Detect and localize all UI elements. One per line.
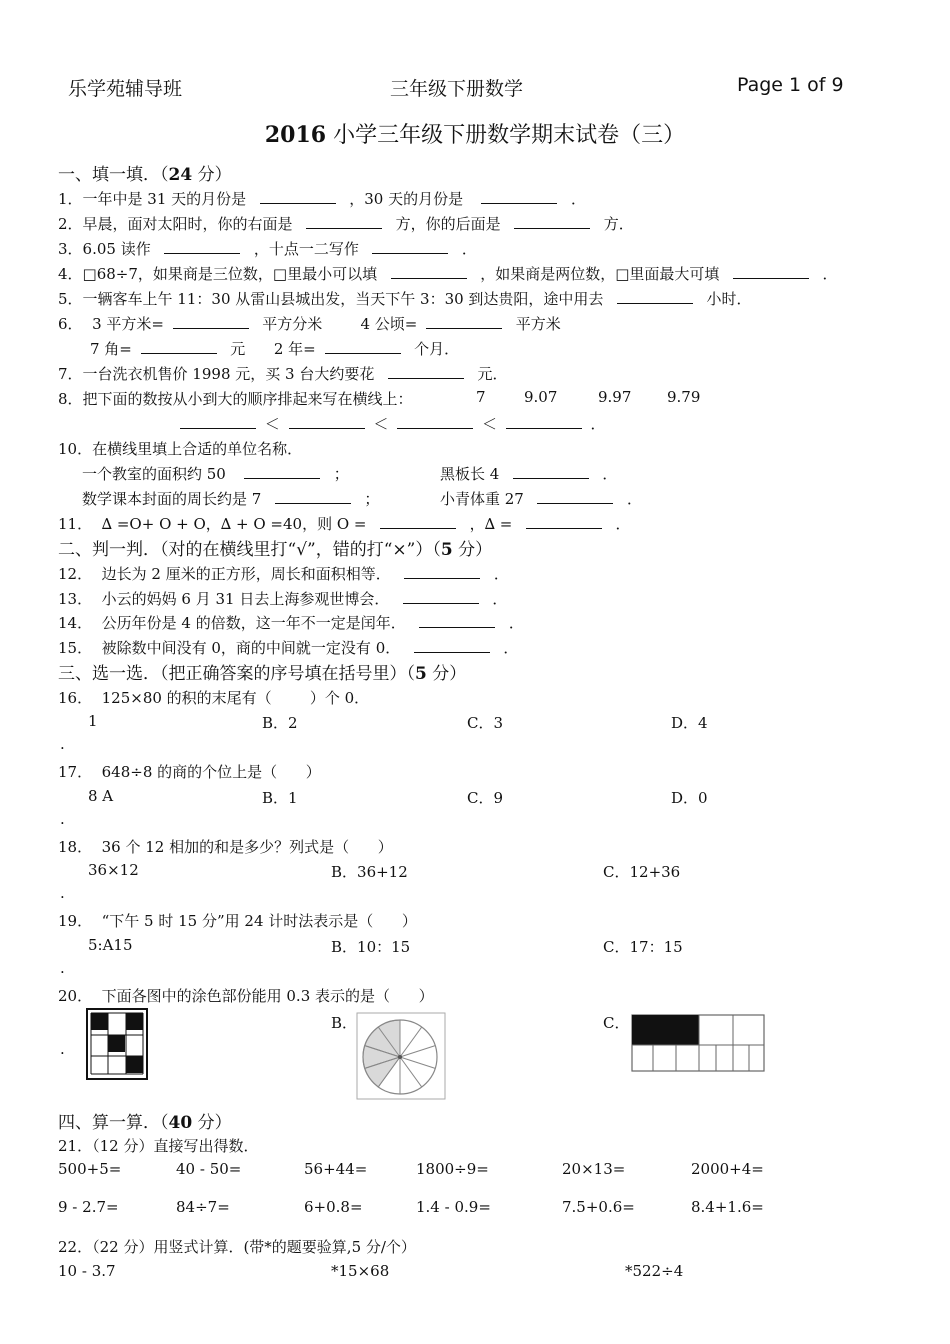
- vertical-calc-item: *15×68: [331, 1262, 390, 1280]
- answer-blank[interactable]: [380, 516, 456, 529]
- option-c[interactable]: C．: [603, 1014, 630, 1032]
- answer-blank[interactable]: [733, 266, 809, 279]
- question-6-line-2: 7 角= 元 2 年= 个月．: [90, 340, 460, 358]
- option-a[interactable]: 1: [88, 712, 98, 730]
- number-9-79: 9.79: [667, 388, 701, 406]
- question-10-line-2: 数学课本封面的周长约是 7 ；: [82, 490, 380, 508]
- number-9-97: 9.97: [598, 388, 632, 406]
- question-1: 1．一年中是 31 天的月份是 ，30 天的月份是 ．: [58, 190, 586, 208]
- question-10-blackboard: 黑板长 4 ．: [440, 465, 618, 483]
- answer-blank[interactable]: [414, 640, 490, 653]
- answer-blank[interactable]: [289, 416, 365, 429]
- option-a[interactable]: 8 A: [88, 787, 114, 805]
- question-7: 7．一台洗衣机售价 1998 元，买 3 台大约要花 元．: [58, 365, 508, 383]
- calc-item: 8.4+1.6=: [691, 1198, 764, 1216]
- header-left: 乐学苑辅导班: [68, 78, 183, 100]
- option-b[interactable]: B．36+12: [331, 863, 408, 881]
- answer-blank[interactable]: [481, 191, 557, 204]
- figure-c-rectangle[interactable]: [631, 1014, 765, 1072]
- section-4-heading: 四、算一算．（40 分）: [58, 1113, 232, 1133]
- answer-blank[interactable]: [526, 516, 602, 529]
- answer-blank[interactable]: [403, 591, 479, 604]
- question-22: 22．（22 分）用竖式计算．(带*的题要验算,5 分/个）: [58, 1238, 416, 1256]
- page-indicator: Page 1 of 9: [737, 74, 844, 96]
- option-c[interactable]: C．3: [467, 714, 504, 732]
- option-d[interactable]: D．0: [671, 789, 708, 807]
- section-1-tail: 分）: [192, 165, 232, 185]
- question-20: 20． 下面各图中的涂色部份能用 0.3 表示的是（ ）: [58, 987, 434, 1005]
- number-9-07: 9.07: [524, 388, 558, 406]
- answer-blank[interactable]: [537, 491, 613, 504]
- question-3: 3．6.05 读作 ，十点一二写作 ．: [58, 240, 477, 258]
- option-c[interactable]: C．9: [467, 789, 504, 807]
- question-5: 5．一辆客车上午 11：30 从雷山县城出发，当天下午 3：30 到达贵阳，途中用去 小时．: [58, 290, 752, 308]
- question-16: 16． 125×80 的积的末尾有（ ）个 0．: [58, 689, 370, 707]
- title-year: 2016: [264, 122, 327, 148]
- question-14: 14． 公历年份是 4 的倍数，这一年不一定是闰年． ．: [58, 614, 524, 632]
- title-text: 小学三年级下册数学期末试卷（三）: [326, 123, 686, 148]
- question-15: 15． 被除数中间没有 0，商的中间就一定没有 0． ．: [58, 639, 519, 657]
- question-2: 2．早晨，面对太阳时，你的右面是 方，你的后面是 方．: [58, 215, 634, 233]
- vertical-calc-item: *522÷4: [625, 1262, 684, 1280]
- section-1-score: 24: [168, 165, 193, 185]
- calc-item: 7.5+0.6=: [562, 1198, 635, 1216]
- number-7: 7: [476, 388, 486, 406]
- option-c[interactable]: C．12+36: [603, 863, 681, 881]
- answer-blank[interactable]: [372, 241, 448, 254]
- answer-blank[interactable]: [388, 366, 464, 379]
- answer-blank[interactable]: [404, 566, 480, 579]
- answer-blank[interactable]: [141, 341, 217, 354]
- question-8: 8．把下面的数按从小到大的顺序排起来写在横线上：: [58, 390, 413, 408]
- answer-blank[interactable]: [506, 416, 582, 429]
- dot-mark: .: [60, 1040, 65, 1058]
- calc-item: 2000+4=: [691, 1160, 764, 1178]
- question-17: 17． 648÷8 的商的个位上是（ ）: [58, 763, 321, 781]
- answer-blank[interactable]: [419, 615, 495, 628]
- question-12: 12． 边长为 2 厘米的正方形，周长和面积相等． ．: [58, 565, 509, 583]
- question-11: 11． ∆ =O+ O + O，∆ + O =40，则 O = ，∆ = ．: [58, 515, 631, 533]
- section-3-heading: 三、选一选．（把正确答案的序号填在括号里）（5 分）: [58, 664, 467, 684]
- answer-blank[interactable]: [173, 316, 249, 329]
- answer-blank[interactable]: [275, 491, 351, 504]
- answer-blank[interactable]: [426, 316, 502, 329]
- calc-item: 9 - 2.7=: [58, 1198, 119, 1216]
- option-b[interactable]: B．1: [262, 789, 298, 807]
- option-a[interactable]: 36×12: [88, 861, 139, 879]
- calc-item: 6+0.8=: [304, 1198, 363, 1216]
- calc-item: 1800÷9=: [416, 1160, 489, 1178]
- figure-a-grid[interactable]: [86, 1008, 148, 1080]
- question-21: 21．（12 分）直接写出得数．: [58, 1137, 259, 1155]
- calc-item: 1.4 - 0.9=: [416, 1198, 491, 1216]
- question-18: 18． 36 个 12 相加的和是多少？列式是（ ）: [58, 838, 393, 856]
- question-10-weight: 小青体重 27 ．: [440, 490, 642, 508]
- option-b[interactable]: B．10：15: [331, 938, 411, 956]
- question-13: 13． 小云的妈妈 6 月 31 日去上海参观世博会． ．: [58, 590, 508, 608]
- option-a[interactable]: 5:A15: [88, 936, 133, 954]
- header-center: 三年级下册数学: [390, 78, 524, 100]
- answer-blank[interactable]: [391, 266, 467, 279]
- dot-mark: .: [60, 735, 65, 753]
- section-1-heading: [58, 160, 232, 185]
- answer-blank[interactable]: [617, 291, 693, 304]
- question-4: 4．□68÷7，如果商是三位数，□里最小可以填 ，如果商是两位数，□里面最大可填 ．: [58, 265, 838, 283]
- vertical-calc-item: 10 - 3.7: [58, 1262, 116, 1280]
- option-b[interactable]: B．2: [262, 714, 298, 732]
- option-b[interactable]: B．: [331, 1014, 358, 1032]
- question-6-line-1: 6． 3 平方米= 平方分米 4 公顷= 平方米: [58, 315, 561, 333]
- question-19: 19． “下午 5 时 15 分”用 24 计时法表示是（ ）: [58, 912, 417, 930]
- calc-item: 20×13=: [562, 1160, 626, 1178]
- page-title: [0, 118, 950, 149]
- calc-item: 500+5=: [58, 1160, 122, 1178]
- calc-item: 56+44=: [304, 1160, 368, 1178]
- calc-item: 84÷7=: [176, 1198, 230, 1216]
- section-1-text: 一、填一填．（: [58, 165, 169, 185]
- dot-mark: .: [60, 959, 65, 977]
- figure-b-circle[interactable]: [356, 1012, 446, 1100]
- dot-mark: .: [60, 810, 65, 828]
- answer-blank[interactable]: [164, 241, 240, 254]
- answer-blank[interactable]: [180, 416, 256, 429]
- answer-blank[interactable]: [325, 341, 401, 354]
- question-8-blanks: ＜ ＜ ＜ ．: [176, 413, 606, 434]
- answer-blank[interactable]: [397, 416, 473, 429]
- option-d[interactable]: D．4: [671, 714, 708, 732]
- question-10-line-1: 一个教室的面积约 50 ；: [82, 465, 349, 483]
- answer-blank[interactable]: [244, 466, 320, 479]
- answer-blank[interactable]: [306, 216, 382, 229]
- answer-blank[interactable]: [513, 466, 589, 479]
- question-10: 10．在横线里填上合适的单位名称．: [58, 440, 303, 458]
- answer-blank[interactable]: [514, 216, 590, 229]
- calc-item: 40 - 50=: [176, 1160, 242, 1178]
- dot-mark: .: [60, 884, 65, 902]
- answer-blank[interactable]: [260, 191, 336, 204]
- option-c[interactable]: C．17：15: [603, 938, 683, 956]
- section-2-heading: 二、判一判．（对的在横线里打“√”，错的打“×”）（5 分）: [58, 540, 493, 560]
